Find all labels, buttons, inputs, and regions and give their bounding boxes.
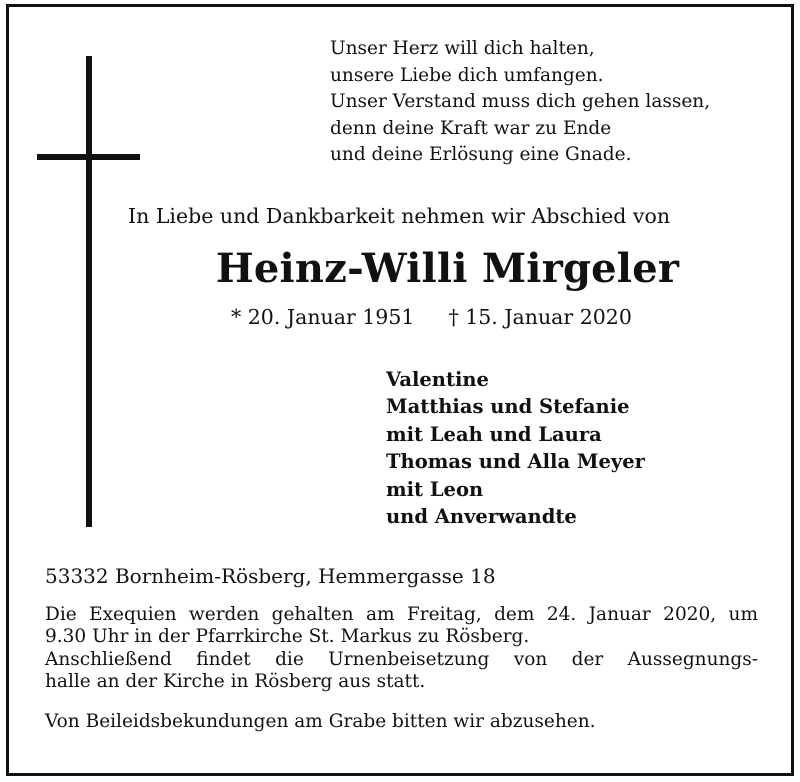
mourner-line: Valentine [386, 368, 489, 391]
mourners-list [386, 366, 645, 530]
cross-horizontal-bar [37, 154, 140, 160]
poem [330, 36, 710, 169]
deceased-name: Heinz-Willi Mirgeler [215, 245, 680, 292]
notice-line: Die Exequien werden gehalten am Freitag, dem 24. Januar 2020, um [45, 604, 758, 625]
mourner-line: Matthias und Stefanie [386, 395, 630, 419]
notice-line: halle an der Kirche in Rösberg aus statt. [45, 670, 426, 692]
mourner-line: Thomas und Alla Meyer [386, 450, 645, 474]
poem-line: unsere Liebe dich umfangen. [330, 64, 604, 86]
funeral-notice [45, 604, 758, 693]
notice-line: Anschließend findet die Urnenbeisetzung von der Aussegnungs- [45, 648, 758, 670]
intro-text: In Liebe und Dankbarkeit nehmen wir Abschied von [128, 204, 671, 228]
notice-line: 9.30 Uhr in der Pfarrkirche St. Markus zu Rösberg. [45, 626, 530, 648]
mourner-line: mit Leon [386, 477, 484, 501]
birth-date: * 20. Januar 1951 [231, 305, 415, 329]
deceased-name-row [0, 241, 800, 297]
poem-line: Unser Verstand muss dich gehen lassen, [330, 91, 711, 113]
poem-line: Unser Herz will dich halten, [330, 38, 595, 59]
mourner-line: und Anverwandte [386, 504, 577, 528]
address: 53332 Bornheim-Rösberg, Hemmergasse 18 [45, 564, 496, 588]
life-dates [231, 302, 632, 332]
mourner-line: mit Leah und Laura [386, 422, 602, 446]
closing-text: Von Beileidsbekundungen am Grabe bitten wir abzusehen. [45, 711, 596, 732]
death-date: † 15. Januar 2020 [448, 305, 632, 329]
poem-line: und deine Erlösung eine Gnade. [330, 144, 632, 166]
poem-line: denn deine Kraft war zu Ende [330, 117, 612, 139]
